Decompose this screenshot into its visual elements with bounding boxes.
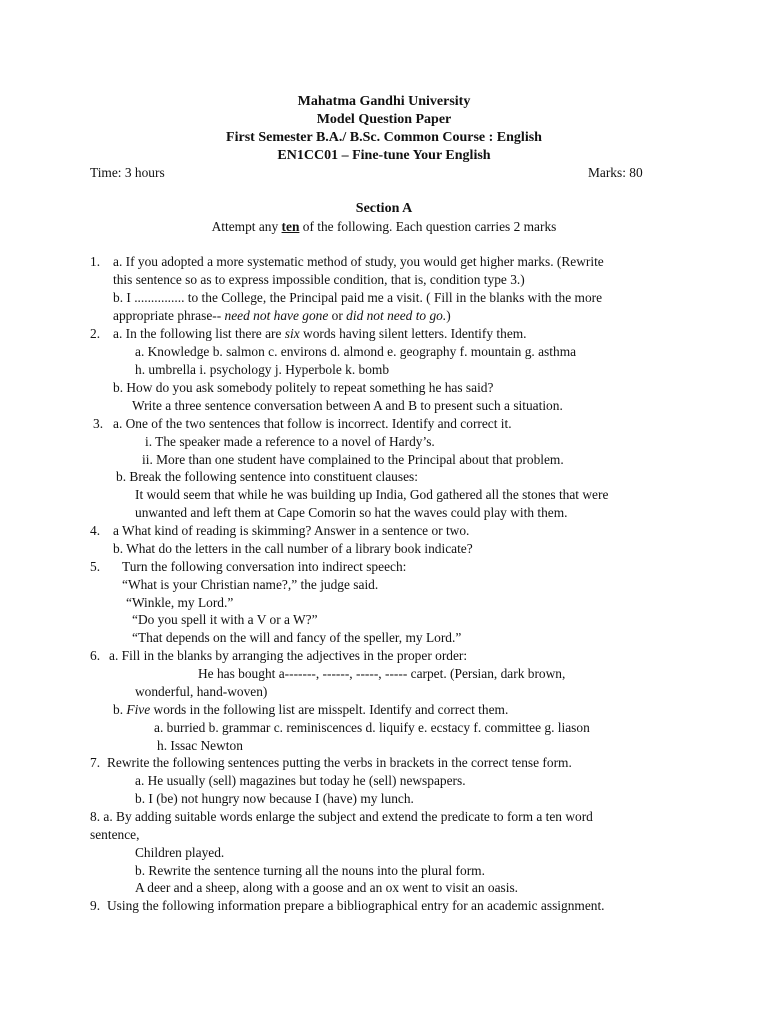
q1a-line2: this sentence so as to express impossible condition, that is, condition type 3.) — [113, 272, 525, 287]
q6b-list2: h. Issac Newton — [157, 738, 243, 753]
q8a-line1: 8. a. By adding suitable words enlarge the subject and extend the predicate to form a ten word — [90, 809, 593, 824]
total-marks: Marks: 80 — [588, 165, 643, 180]
q1b-option1: need not have gone — [224, 308, 329, 323]
q3a-sentence-ii: ii. More than one student have complained to the Principal about that problem. — [142, 452, 564, 467]
q5-dialogue1: “What is your Christian name?,” the judge said. — [122, 577, 379, 592]
q8a-line2: sentence, — [90, 827, 140, 842]
q3a-line: a. One of the two sentences that follow is incorrect. Identify and correct it. — [113, 416, 512, 431]
q2b-line2: Write a three sentence conversation between A and B to present such a situation. — [132, 398, 563, 413]
q2a-list2: h. umbrella i. psychology j. Hyperbole k. bomb — [135, 362, 390, 377]
q1-number: 1. — [90, 254, 101, 269]
course-title: First Semester B.A./ B.Sc. Common Course : English — [226, 130, 542, 145]
q5-dialogue4: “That depends on the will and fancy of the speller, my Lord.” — [132, 630, 462, 645]
q4b-line: b. What do the letters in the call number of a library book indicate? — [113, 541, 473, 556]
q5-intro: Turn the following conversation into indirect speech: — [122, 559, 407, 574]
q2b-line1: b. How do you ask somebody politely to repeat something he has said? — [113, 380, 494, 395]
section-title: Section A — [355, 201, 413, 216]
instr-emphasis: ten — [281, 219, 300, 234]
q5-dialogue3: “Do you spell it with a V or a W?” — [132, 612, 318, 627]
q1b-text: appropriate phrase-- — [113, 308, 225, 323]
q2a-line — [113, 325, 527, 343]
q1b-or: or — [328, 308, 347, 323]
q8b-line: b. Rewrite the sentence turning all the nouns into the plural form. — [135, 863, 485, 878]
time-allowed: Time: 3 hours — [90, 165, 165, 180]
q1b-close: ) — [446, 308, 451, 323]
q9-text: Using the following information prepare a bibliographical entry for an academic assignment. — [107, 898, 605, 913]
q1a-line1: a. If you adopted a more systematic method of study, you would get higher marks. (Rewrite — [113, 254, 604, 269]
q7-number: 7. — [90, 755, 101, 770]
paper-type: Model Question Paper — [316, 112, 452, 127]
q6b-emphasis: Five — [126, 702, 151, 717]
q2a-emphasis: six — [284, 326, 300, 341]
q5-number: 5. — [90, 559, 101, 574]
university-name: Mahatma Gandhi University — [297, 94, 471, 109]
q7a-sentence: a. He usually (sell) magazines but today he (sell) newspapers. — [135, 773, 466, 788]
q8b-sentence: A deer and a sheep, along with a goose and an ox went to visit an oasis. — [135, 880, 519, 895]
q3a-sentence-i: i. The speaker made a reference to a novel of Hardy’s. — [145, 434, 435, 449]
q7-intro: Rewrite the following sentences putting the verbs in brackets in the correct tense form. — [107, 755, 572, 770]
q2a-text-end: words having silent letters. Identify them. — [299, 326, 527, 341]
q1b-line2 — [113, 307, 451, 325]
q6a-sentence2: wonderful, hand-woven) — [135, 684, 268, 699]
q6-number: 6. — [90, 648, 101, 663]
q2a-text: a. In the following list there are — [113, 326, 285, 341]
q2a-list1: a. Knowledge b. salmon c. environs d. almond e. geography f. mountain g. asthma — [135, 344, 577, 359]
q8a-sentence: Children played. — [135, 845, 225, 860]
q6b-label: b. — [113, 702, 127, 717]
q6b-line — [113, 701, 508, 719]
instr-text-end: of the following. Each question carries 2 marks — [299, 219, 557, 234]
q3b-line: b. Break the following sentence into constituent clauses: — [116, 469, 418, 484]
section-instructions — [0, 218, 768, 236]
q3b-sentence1: It would seem that while he was building up India, God gathered all the stones that were — [135, 487, 609, 502]
q5-dialogue2: “Winkle, my Lord.” — [126, 595, 234, 610]
q3b-sentence2: unwanted and left them at Cape Comorin so hat the waves could play with them. — [135, 505, 568, 520]
q6a-line: a. Fill in the blanks by arranging the adjectives in the proper order: — [109, 648, 468, 663]
q6a-sentence1: He has bought a-------, ------, -----, ----- carpet. (Persian, dark brown, — [198, 666, 566, 681]
q1b-option2: did not need to go. — [346, 308, 447, 323]
q4-number: 4. — [90, 523, 101, 538]
q2-number: 2. — [90, 326, 101, 341]
course-code-title: EN1CC01 – Fine-tune Your English — [277, 148, 491, 163]
q1b-line1: b. I ............... to the College, the Principal paid me a visit. ( Fill in the blanks with the more — [113, 290, 603, 305]
q4a-line: a What kind of reading is skimming? Answer in a sentence or two. — [113, 523, 470, 538]
q9-number: 9. — [90, 898, 101, 913]
q6b-text: words in the following list are misspelt. Identify and correct them. — [150, 702, 509, 717]
q6b-list1: a. burried b. grammar c. reminiscences d. liquify e. ecstacy f. committee g. liason — [154, 720, 590, 735]
q3-number: 3. — [93, 416, 104, 431]
q7b-sentence: b. I (be) not hungry now because I (have) my lunch. — [135, 791, 414, 806]
instr-text: Attempt any — [211, 219, 282, 234]
